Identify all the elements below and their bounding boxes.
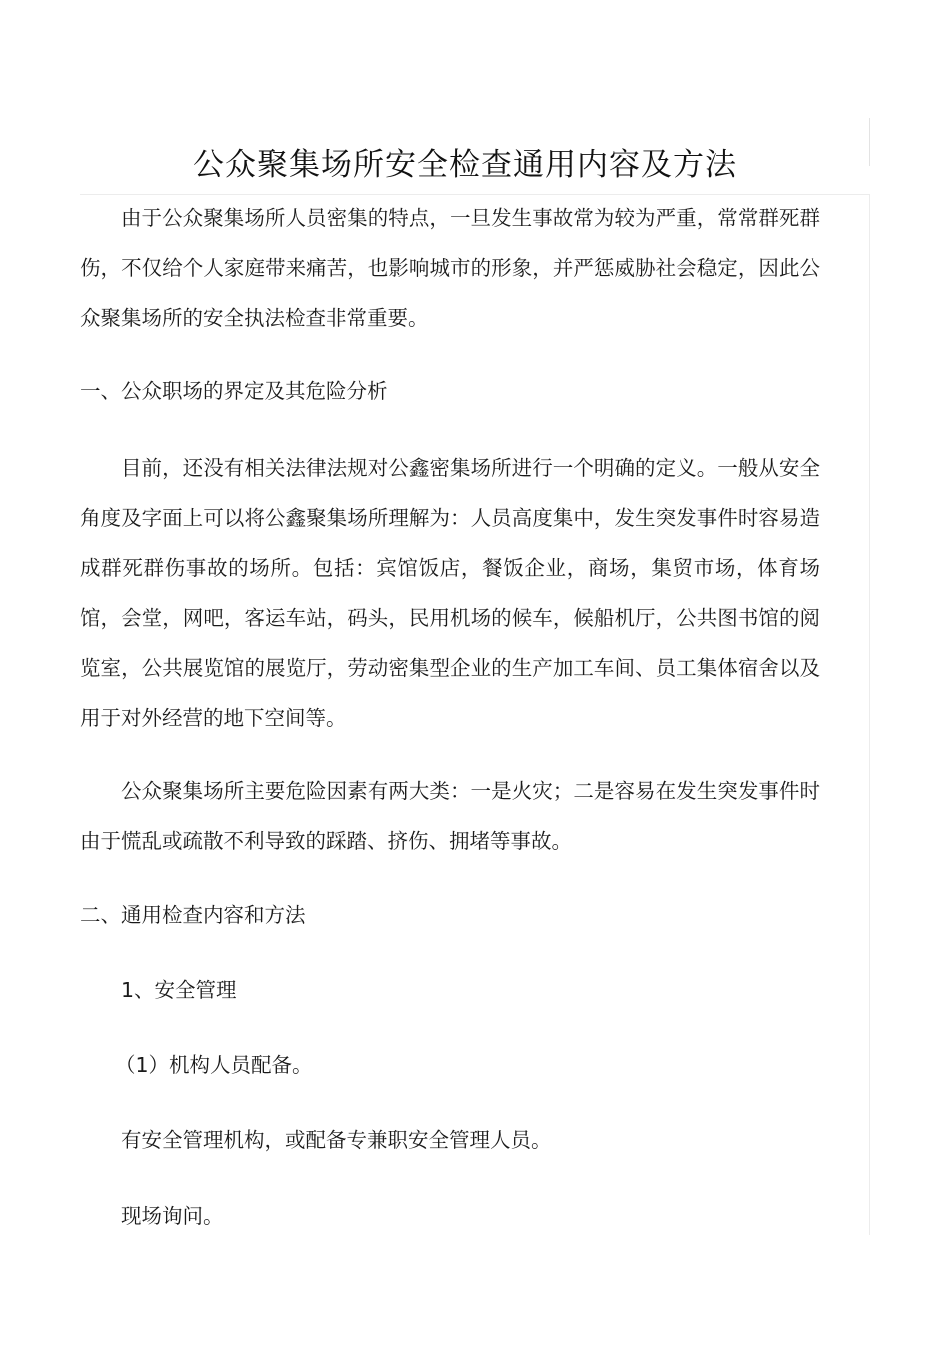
- section-2-heading: 二、通用检查内容和方法: [80, 903, 306, 927]
- section-1-paragraph-2: 公众聚集场所主要危险因素有两大类：一是火灾；二是容易在发生突发事件时由于慌乱或疏散不利导致的踩踏、挤伤、拥堵等事故。: [80, 779, 820, 853]
- intro-paragraph: 由于公众聚集场所人员密集的特点，一旦发生事故常为较为严重，常常群死群伤，不仅给个人家庭带来痛苦，也影响城市的形象，并严惩威胁社会稳定，因此公众聚集场所的安全执法检查非常重要。: [80, 206, 820, 330]
- subsection-1-heading: 1、安全管理: [121, 978, 237, 1002]
- item-1-1-method: 现场询问。: [121, 1204, 224, 1228]
- item-1-1-heading: （1）机构人员配备。: [115, 1053, 313, 1077]
- margin-rule-right: [869, 195, 870, 1235]
- section-1-paragraph-1: 目前，还没有相关法律法规对公鑫密集场所进行一个明确的定义。一般从安全角度及字面上可以将公鑫聚集场所理解为：人员高度集中，发生突发事件时容易造成群死群伤事故的场所。包括：宾馆饭店，餐饭企业，商场，集贸市场，体育场馆，会堂，网吧，客运车站，码头，民用机场的候车，候船机厅，公共图书馆的阅览室，公共展览馆的展览厅，劳动密集型企业的生产加工车间、员工集体宿舍以及用于对外经营的地下空间等。: [80, 456, 820, 730]
- item-1-1-requirement: 有安全管理机构，或配备专兼职安全管理人员。: [121, 1128, 552, 1152]
- section-1-heading: 一、公众职场的界定及其危险分析: [80, 379, 388, 403]
- page-title: 公众聚集场所安全检查通用内容及方法: [193, 146, 737, 183]
